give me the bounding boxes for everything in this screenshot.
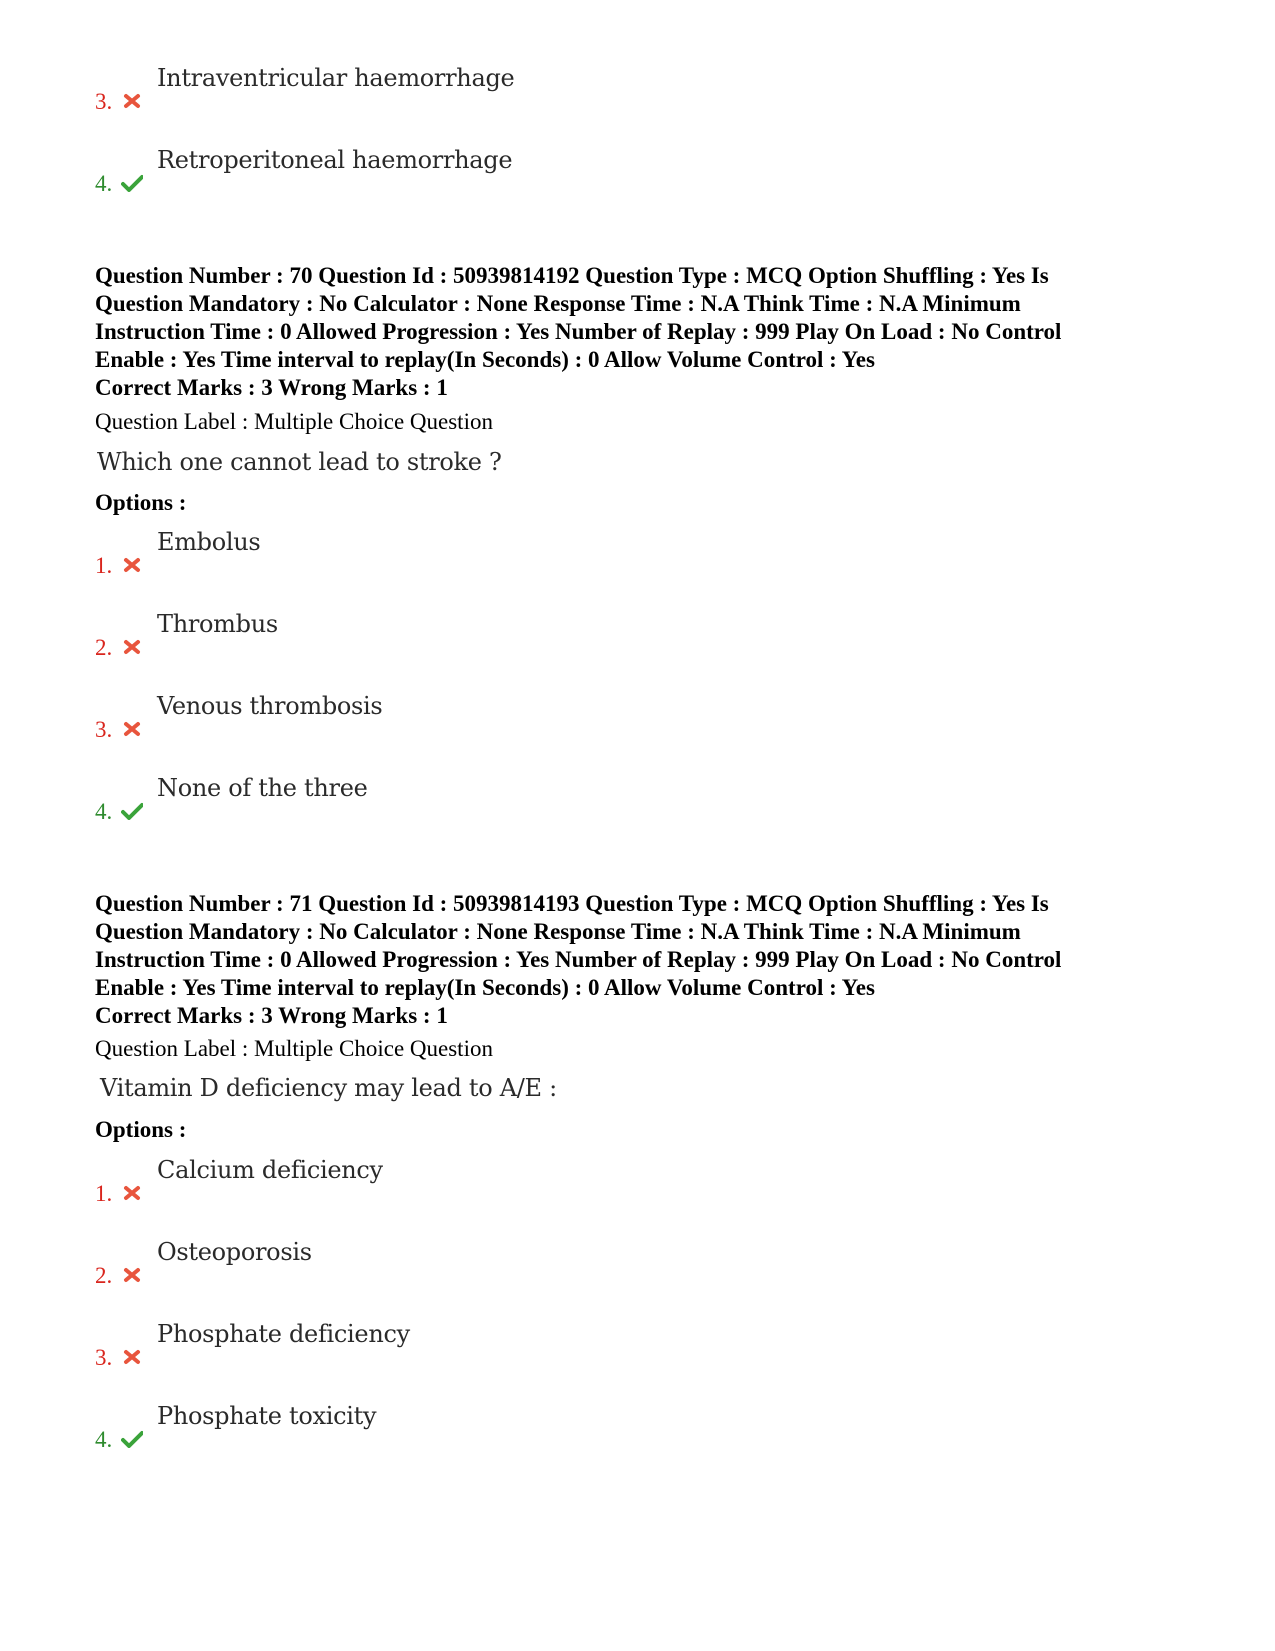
option-text: Calcium deficiency xyxy=(157,1156,383,1184)
cross-icon xyxy=(121,1184,143,1202)
question-label: Question Label : Multiple Choice Question xyxy=(95,1036,493,1061)
option-text: Retroperitoneal haemorrhage xyxy=(157,146,513,174)
options-label: Options : xyxy=(95,1117,187,1142)
check-icon xyxy=(121,802,143,820)
cross-icon xyxy=(121,720,143,738)
option-row xyxy=(95,610,995,660)
option-row xyxy=(95,528,995,578)
marks-info: Correct Marks : 3 Wrong Marks : 1 xyxy=(95,1003,448,1028)
header-line: Question Number : 70 Question Id : 50939814192 Question Type : MCQ Option Shuffling : Yes Is xyxy=(95,263,1049,288)
option-row xyxy=(95,1402,995,1452)
cross-icon xyxy=(121,1266,143,1284)
marks-info: Correct Marks : 3 Wrong Marks : 1 xyxy=(95,375,448,400)
question-text: Which one cannot lead to stroke ? xyxy=(97,448,502,476)
option-text: None of the three xyxy=(157,774,368,802)
header-line: Instruction Time : 0 Allowed Progression : Yes Number of Replay : 999 Play On Load : No Control xyxy=(95,319,1062,344)
option-row xyxy=(95,146,995,196)
cross-icon xyxy=(121,92,143,110)
option-row xyxy=(95,1238,995,1288)
option-row xyxy=(95,1156,995,1206)
question-header xyxy=(95,262,1195,374)
header-line: Question Mandatory : No Calculator : None Response Time : N.A Think Time : N.A Minimum xyxy=(95,919,1021,944)
option-number: 2. xyxy=(95,635,113,660)
question-header xyxy=(95,890,1195,1002)
cross-icon xyxy=(121,556,143,574)
option-text: Osteoporosis xyxy=(157,1238,312,1266)
option-number: 1. xyxy=(95,1181,113,1206)
check-icon xyxy=(121,1430,143,1448)
question-text: Vitamin D deficiency may lead to A/E : xyxy=(100,1074,557,1102)
option-number: 2. xyxy=(95,1263,113,1288)
options-label: Options : xyxy=(95,490,187,515)
option-text: Thrombus xyxy=(157,610,278,638)
option-row xyxy=(95,774,995,824)
header-line: Instruction Time : 0 Allowed Progression : Yes Number of Replay : 999 Play On Load : No Control xyxy=(95,947,1062,972)
option-row xyxy=(95,1320,995,1370)
option-number: 4. xyxy=(95,171,113,196)
option-text: Phosphate deficiency xyxy=(157,1320,410,1348)
option-number: 3. xyxy=(95,717,113,742)
option-text: Phosphate toxicity xyxy=(157,1402,377,1430)
option-text: Intraventricular haemorrhage xyxy=(157,64,515,92)
option-text: Embolus xyxy=(157,528,261,556)
option-number: 4. xyxy=(95,1427,113,1452)
header-line: Enable : Yes Time interval to replay(In Seconds) : 0 Allow Volume Control : Yes xyxy=(95,347,875,372)
cross-icon xyxy=(121,1348,143,1366)
option-number: 1. xyxy=(95,553,113,578)
check-icon xyxy=(121,174,143,192)
header-line: Question Number : 71 Question Id : 50939814193 Question Type : MCQ Option Shuffling : Yes Is xyxy=(95,891,1049,916)
header-line: Question Mandatory : No Calculator : None Response Time : N.A Think Time : N.A Minimum xyxy=(95,291,1021,316)
option-row xyxy=(95,692,995,742)
option-number: 4. xyxy=(95,799,113,824)
option-text: Venous thrombosis xyxy=(157,692,383,720)
question-label: Question Label : Multiple Choice Question xyxy=(95,409,493,434)
option-row xyxy=(95,64,995,114)
option-number: 3. xyxy=(95,89,113,114)
header-line: Enable : Yes Time interval to replay(In Seconds) : 0 Allow Volume Control : Yes xyxy=(95,975,875,1000)
cross-icon xyxy=(121,638,143,656)
option-number: 3. xyxy=(95,1345,113,1370)
